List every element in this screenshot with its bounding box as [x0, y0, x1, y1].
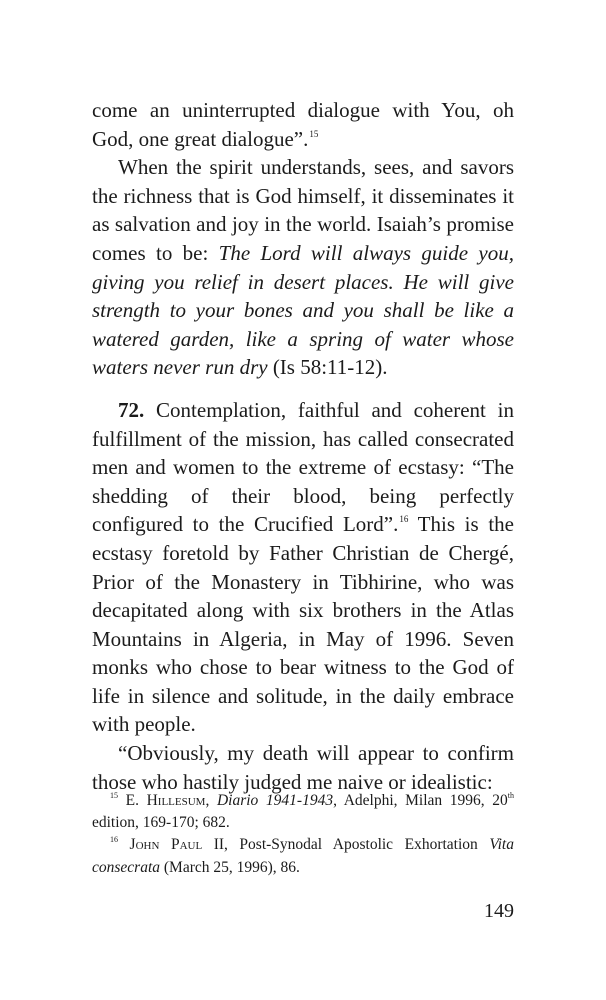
- section-number: 72.: [118, 397, 145, 422]
- scripture-quote: The Lord will always guide you, giving you relief in desert places. He will give strength to your bones and you shall be like a watered garden, like a spring of water whose waters never run dry: [92, 240, 514, 380]
- paragraph-72: [92, 396, 514, 739]
- footnote-author: John Paul: [129, 836, 203, 854]
- paragraph-text: When the spirit understands, sees, and savors the richness that is God himself, it disseminates it as salvation and joy in the world. Isaiah’s promise comes to be:: [92, 155, 514, 265]
- footnote-number: 16: [110, 835, 118, 845]
- footnote-16: [92, 834, 514, 878]
- body-text: [92, 96, 514, 796]
- page-number: 149: [484, 900, 514, 922]
- paragraph-continuation: [92, 96, 514, 153]
- paragraph-quote-start: [92, 739, 514, 796]
- footnote-title: Diario 1941-1943: [216, 792, 334, 809]
- scripture-citation: (Is 58:11-12).: [267, 355, 388, 380]
- footnote-details: (March 25, 1996), 86.: [160, 858, 300, 876]
- paragraph-text: “Obviously, my death will appear to confirm those who hastily judged me naive or idealistic:: [92, 741, 514, 794]
- paragraph-text: This is the ecstasy foretold by Father Christian de Chergé, Prior of the Monastery in Tibhirine, who was decapitated along with six brothers in the Atlas Mountains in Algeria, in May of 1996. Seven monks who chose to bear witness to the God of life in silence and solitude, in the daily embrace with people.: [92, 512, 514, 737]
- footnote-number: 15: [110, 791, 118, 800]
- paragraph-isaiah: [92, 153, 514, 382]
- paragraph-text: Contemplation, faithful and coherent in fulfillment of the mission, has called consecrated men and women to the extreme of ecstasy: “The shedding of their blood, being perfectly configured to the Crucified Lord”.: [92, 397, 514, 537]
- footnotes: [92, 790, 514, 879]
- footnote-details: edition, 169-170; 682.: [92, 814, 230, 832]
- footnote-15: [92, 790, 514, 834]
- ordinal-suffix: th: [507, 791, 515, 800]
- footnote-reference[interactable]: 16: [399, 514, 409, 525]
- footnote-details: II, Post-Synodal Apostolic Exhortation: [202, 836, 490, 854]
- footnote-reference[interactable]: 15: [309, 128, 319, 139]
- footnote-author: E. Hillesum,: [125, 792, 210, 809]
- paragraph-text: come an uninterrupted dialogue with You, oh God, one great dialogue”.: [92, 98, 514, 151]
- footnote-details: , Adelphi, Milan 1996, 20: [333, 792, 508, 809]
- footnote-title: Vita consecrata: [92, 836, 514, 876]
